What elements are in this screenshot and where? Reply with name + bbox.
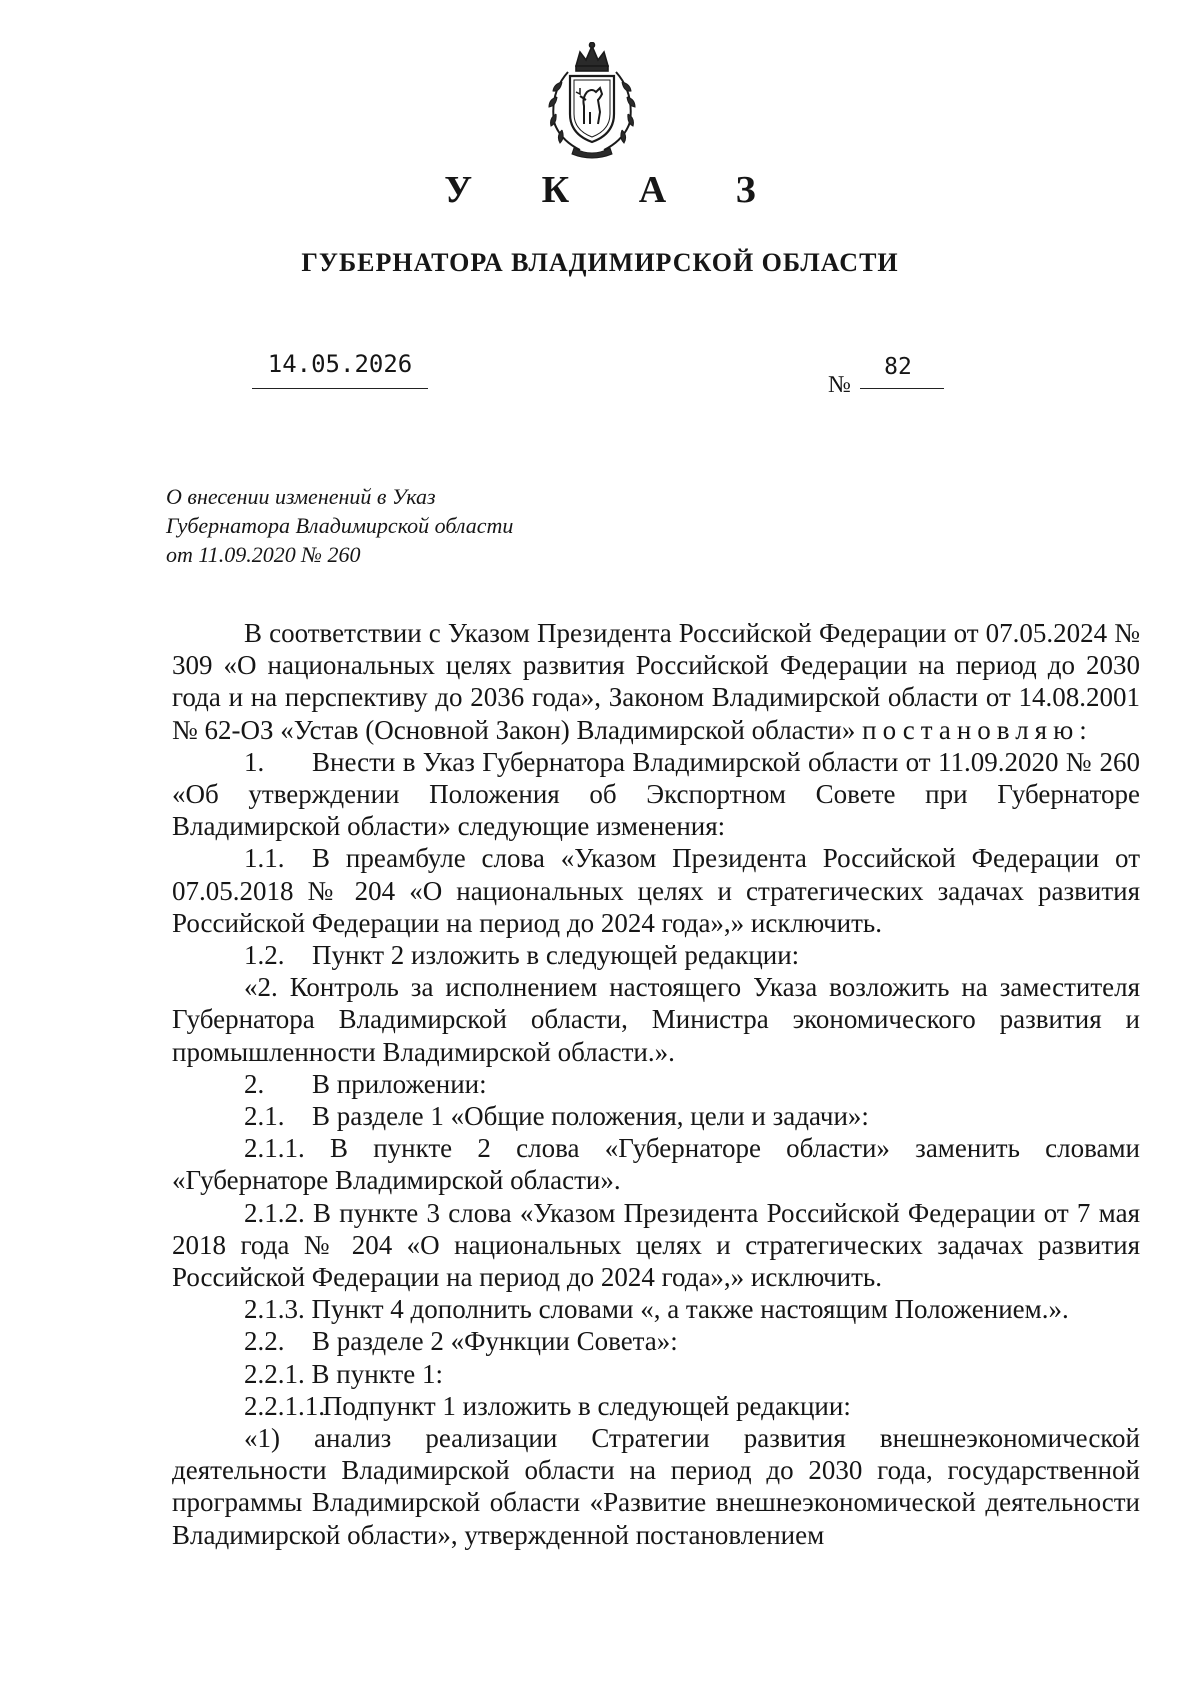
number-underline (860, 388, 944, 389)
number-field (828, 354, 944, 398)
item-2-2 (172, 1325, 1140, 1357)
item-2-1-3: 2.1.3. Пункт 4 дополнить словами «, а также настоящим Положением.». (244, 1294, 1069, 1325)
item-2-2-1-1 (172, 1390, 1140, 1422)
item-2 (172, 1068, 1140, 1100)
decree-word: постановляю: (862, 714, 1093, 745)
heading-line: от 11.09.2020 № 260 (166, 542, 361, 567)
heading-line: Губернатора Владимирской области (166, 513, 514, 538)
item-number: 1.1. (244, 843, 285, 874)
item-2-2-1: 2.2.1. В пункте 1: (244, 1358, 443, 1389)
item-text: В разделе 1 «Общие положения, цели и задачи»: (312, 1101, 869, 1132)
decree-heading (166, 482, 586, 569)
number-sign: № (828, 372, 851, 398)
coat-of-arms-emblem (540, 42, 644, 160)
decree-date: 14.05.2026 (267, 350, 413, 378)
item-number: 1. (244, 746, 265, 777)
heading-line: О внесении изменений в Указ (166, 484, 436, 509)
item-text: В приложении: (312, 1068, 487, 1099)
decree-issuer: ГУБЕРНАТОРА ВЛАДИМИРСКОЙ ОБЛАСТИ (301, 248, 899, 277)
decree-body (172, 617, 1140, 1551)
item-1-2-quote: «2. Контроль за исполнением настоящего Указа возложить на заместителя Губернатора Владимирской области, Министра экономического развития и промышленности Владимирской области.». (172, 972, 1140, 1067)
preamble-paragraph (172, 617, 1140, 746)
item-2-1 (172, 1100, 1140, 1132)
decree-title: У К А З (444, 169, 786, 211)
item-number: 2. (244, 1068, 265, 1099)
item-2-1-2: 2.1.2. В пункте 3 слова «Указом Президента Российской Федерации от 7 мая 2018 года № 204 «О национальных целях и стратегических задачах развития Российской Федерации на период до 2024 года»,» исключить. (172, 1197, 1140, 1293)
item-number: 1.2. (244, 940, 285, 971)
preamble-text: В соответствии с Указом Президента Российской Федерации от 07.05.2024 № 309 «О национальных целях развития Российской Федерации на период до 2030 года и на перспективу до 2036 года», Законом Владимирской области от 14.08.2001 № 62-ОЗ «Устав (Основной Закон) Владимирской области» (172, 618, 1140, 745)
item-text: Пункт 2 изложить в следующей редакции: (312, 940, 800, 971)
item-1 (172, 746, 1140, 843)
item-text: В разделе 2 «Функции Совета»: (312, 1326, 678, 1357)
item-1-2 (172, 939, 1140, 971)
item-number: 2.2. (244, 1326, 285, 1357)
decree-number: 82 (884, 354, 912, 380)
item-2-1-1: 2.1.1. В пункте 2 слова «Губернаторе области» заменить словами «Губернаторе Владимирской области». (172, 1133, 1140, 1196)
date-underline (252, 388, 428, 389)
item-text: Подпункт 1 изложить в следующей редакции: (322, 1390, 851, 1421)
item-number: 2.1. (244, 1101, 285, 1132)
item-number: 2.2.1.1. (244, 1390, 325, 1421)
item-text: Внести в Указ Губернатора Владимирской области от 11.09.2020 № 260 «Об утверждении Положения об Экспортном Совете при Губернаторе Владимирской области» следующие изменения: (172, 746, 1140, 842)
date-field (252, 350, 428, 389)
item-2-2-1-1-quote: «1) анализ реализации Стратегии развития внешнеэкономической деятельности Владимирской области на период до 2030 года, государственной программы Владимирской области «Развитие внешнеэкономической деятельности Владимирской области», утвержденной постановлением (172, 1423, 1140, 1550)
item-text: В преамбуле слова «Указом Президента Российской Федерации от 07.05.2018 № 204 «О национальных целях и стратегических задачах развития Российской Федерации на период до 2024 года»,» исключить. (172, 843, 1140, 938)
item-1-1 (172, 842, 1140, 939)
